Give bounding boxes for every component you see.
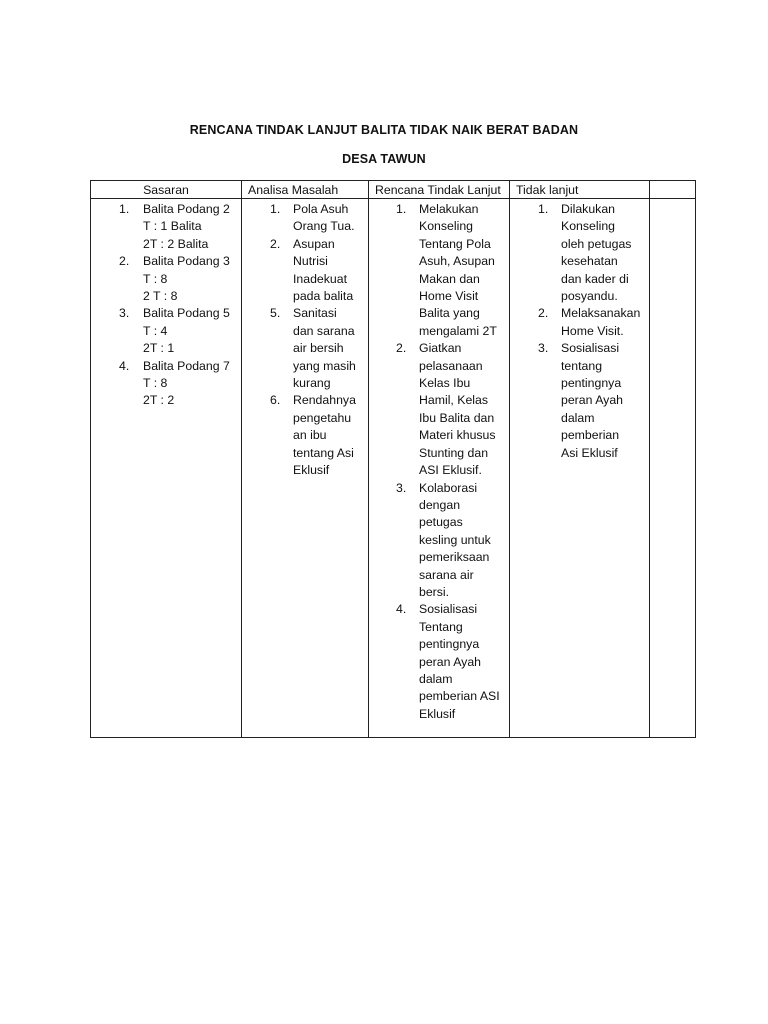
list-item-line: Dilakukan [561, 202, 615, 216]
list-item [510, 305, 649, 340]
list-item-number: 3. [396, 480, 407, 495]
list-item-number: 6. [270, 393, 281, 408]
list-item-line: Balita yang [419, 306, 480, 321]
list-item-line: Inadekuat [293, 271, 348, 286]
list-item-line: tentang Asi [293, 445, 354, 460]
cell-rencana-tindak-lanjut [369, 199, 510, 738]
list-item-line: pemberian [561, 428, 620, 443]
list-item-text [143, 358, 241, 410]
list-item-number: 4. [396, 602, 407, 617]
list-item-text [419, 480, 509, 602]
list-item-line: Kelas Ibu [419, 376, 471, 391]
header-empty [650, 181, 696, 199]
list-item-line: Konseling [561, 219, 616, 234]
list-item-number: 1. [119, 202, 130, 216]
list-item-line: Balita Podang 7 [143, 358, 230, 373]
list-item-line: Home Visit [419, 289, 479, 304]
list-item [91, 201, 241, 253]
list-item-text [143, 305, 241, 357]
list-item-line: Nutrisi [293, 254, 328, 269]
list-item-line: pentingnya [561, 376, 622, 391]
list-item-line: Asupan [293, 236, 335, 251]
list-item-text [419, 601, 509, 723]
list-item-number: 3. [538, 341, 549, 356]
list-item-line: Kolaborasi [419, 480, 478, 495]
list-item-line: pentingnya [419, 637, 480, 652]
list-item-line: Asi Eklusif [561, 445, 618, 460]
list-item-line: Asuh, Asupan [419, 254, 495, 269]
page-subtitle: DESA TAWUN [342, 152, 426, 166]
cell-sasaran [91, 199, 242, 738]
list-item-line: dengan [419, 497, 461, 512]
list-item [369, 480, 509, 602]
header-tidak-lanjut: Tidak lanjut [510, 181, 650, 199]
table-header-row [91, 181, 696, 199]
list-item-text [143, 253, 241, 305]
list-item-line: T : 4 [143, 323, 168, 338]
list-item-line: sarana air [419, 567, 474, 582]
list-item [242, 392, 368, 479]
list-item-line: Tentang Pola [419, 236, 491, 251]
list-item-line: Sosialisasi [561, 341, 620, 356]
list-item-number: 2. [538, 306, 549, 321]
list-item-line: air bersih [293, 341, 344, 356]
list-item-number: 1. [538, 202, 549, 216]
list-item-line: mengalami 2T [419, 323, 497, 338]
list-item [91, 253, 241, 305]
list-item-line: bersi. [419, 584, 450, 599]
list-item [510, 201, 649, 305]
list-item-number: 5. [270, 306, 281, 321]
list-item-number: 1. [396, 202, 407, 216]
list-item-line: Materi khusus [419, 428, 496, 443]
list-item-line: Melakukan [419, 202, 479, 216]
list-item-number: 1. [270, 202, 281, 216]
list-item-line: Konseling [419, 219, 474, 234]
list-item-text [293, 201, 368, 236]
list-item-line: dalam [561, 410, 595, 425]
list-item-line: 2T : 1 [143, 341, 175, 356]
page-title: RENCANA TINDAK LANJUT BALITA TIDAK NAIK BERAT BADAN [189, 123, 579, 137]
list-item-text [293, 236, 368, 306]
list-item-line: pengetahu [293, 410, 352, 425]
rencana-list [369, 201, 509, 723]
list-item-line: Rendahnya [293, 393, 356, 408]
list-item-line: 2T : 2 [143, 393, 175, 408]
header-rencana-tindak-lanjut: Rencana Tindak Lanjut [369, 181, 510, 199]
list-item-line: Ibu Balita dan [419, 410, 495, 425]
header-analisa-masalah: Analisa Masalah [242, 181, 369, 199]
list-item-line: peran Ayah [561, 393, 623, 408]
sasaran-list [91, 201, 241, 410]
list-item-line: T : 8 [143, 271, 168, 286]
list-item-line: Stunting dan [419, 445, 489, 460]
list-item-line: 2T : 2 Balita [143, 236, 209, 251]
list-item [91, 358, 241, 410]
list-item-line: tentang [561, 358, 603, 373]
list-item-line: kurang [293, 376, 331, 391]
list-item-line: Balita Podang 2 [143, 202, 230, 216]
list-item-line: dalam [419, 671, 453, 686]
list-item-line: Eklusif [419, 706, 456, 721]
table-row [91, 199, 696, 738]
list-item-text [561, 340, 649, 462]
list-item-line: Giatkan [419, 341, 462, 356]
list-item-line: pemberian ASI [419, 689, 500, 704]
list-item-line: Orang Tua. [293, 219, 355, 234]
header-sasaran: Sasaran [91, 181, 242, 199]
list-item-line: 2 T : 8 [143, 289, 178, 304]
cell-analisa-masalah [242, 199, 369, 738]
list-item-line: dan kader di [561, 271, 629, 286]
list-item-text [561, 201, 649, 305]
list-item [242, 236, 368, 306]
plan-table [90, 180, 696, 738]
cell-tidak-lanjut [510, 199, 650, 738]
list-item-line: Tentang [419, 619, 463, 634]
list-item-line: ASI Eklusif. [419, 463, 482, 478]
list-item-number: 2. [119, 254, 130, 269]
list-item [369, 340, 509, 479]
list-item-text [143, 201, 241, 253]
list-item-line: an ibu [293, 428, 327, 443]
analisa-list [242, 201, 368, 480]
list-item-line: Sosialisasi [419, 602, 478, 617]
list-item-number: 2. [396, 341, 407, 356]
list-item [369, 201, 509, 340]
list-item-line: pada balita [293, 289, 354, 304]
list-item [369, 601, 509, 723]
list-item-line: Eklusif [293, 463, 330, 478]
list-item-number: 2. [270, 236, 281, 251]
list-item-line: Sanitasi [293, 306, 337, 321]
list-item-line: Balita Podang 3 [143, 254, 230, 269]
list-item-line: T : 1 Balita [143, 219, 202, 234]
cell-empty [650, 199, 696, 738]
list-item-line: petugas [419, 515, 463, 530]
list-item-text [561, 305, 649, 340]
tindak-list [510, 201, 649, 462]
list-item-text [293, 305, 368, 392]
list-item-line: kesling untuk [419, 532, 491, 547]
list-item [91, 305, 241, 357]
list-item [510, 340, 649, 462]
list-item-line: Melaksanakan [561, 306, 641, 321]
list-item-line: Pola Asuh [293, 202, 349, 216]
list-item-line: oleh petugas [561, 236, 632, 251]
list-item-line: dan sarana [293, 323, 355, 338]
list-item-text [419, 201, 509, 340]
list-item-line: Hamil, Kelas [419, 393, 489, 408]
list-item-line: Balita Podang 5 [143, 306, 230, 321]
list-item-number: 3. [119, 306, 130, 321]
list-item-line: T : 8 [143, 376, 168, 391]
list-item-text [293, 392, 368, 479]
list-item [242, 201, 368, 236]
list-item-line: pemeriksaan [419, 550, 490, 565]
list-item-line: kesehatan [561, 254, 618, 269]
list-item-line: pelasanaan [419, 358, 483, 373]
list-item-line: Home Visit. [561, 323, 624, 338]
list-item-text [419, 340, 509, 479]
list-item-number: 4. [119, 358, 130, 373]
list-item-line: peran Ayah [419, 654, 481, 669]
list-item-line: yang masih [293, 358, 356, 373]
list-item-line: Makan dan [419, 271, 480, 286]
list-item-line: posyandu. [561, 289, 618, 304]
list-item [242, 305, 368, 392]
